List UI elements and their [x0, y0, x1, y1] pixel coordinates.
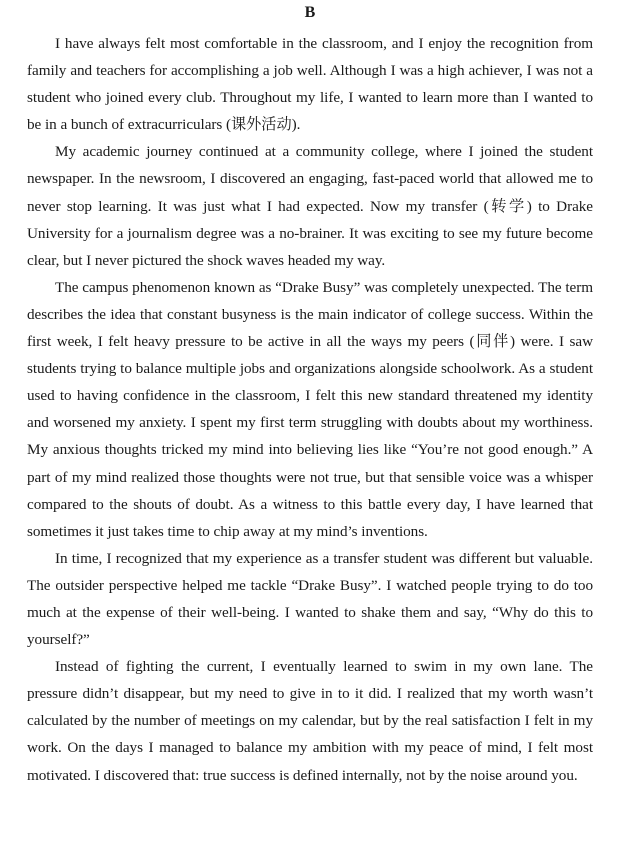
paragraph-5: Instead of fighting the current, I eventually learned to swim in my own lane. The pressure didn’t disappear, but my need to give in to it did. I realized that my worth wasn’t calculated by the number of meetings on my calendar, but by the real satisfaction I felt in my work. On the days I managed to balance my ambition with my peace of mind, I felt most motivated. I discovered that: true success is defined internally, not by the noise around you.: [27, 658, 593, 784]
paragraph-3: The campus phenomenon known as “Drake Busy” was completely unexpected. The term describes the idea that constant busyness is the main indicator of college success. Within the first week, I felt heavy pressure to be active in all the ways my peers (同伴) were. I saw students trying to balance multiple jobs and organizations alongside schoolwork. As a student used to having confidence in the classroom, I felt this new standard threatened my identity and worsened my anxiety. I spent my first term struggling with doubts about my worthiness. My anxious thoughts tricked my mind into believing lies like “You’re not good enough.” A part of my mind realized those thoughts were not true, but that sensible voice was a whisper compared to the shouts of doubt. As a witness to this battle every day, I have learned that sometimes it just takes time to chip away at my mind’s inventions.: [27, 278, 593, 540]
paragraph-1: I have always felt most comfortable in the classroom, and I enjoy the recognition from family and teachers for accomplishing a job well. Although I was a high achiever, I was not a student who joined every club. Throughout my life, I wanted to learn more than I wanted to be in a bunch of extracurriculars (课外活动).: [27, 35, 593, 134]
paragraph-4: In time, I recognized that my experience as a transfer student was different but valuable. The outsider perspective helped me tackle “Drake Busy”. I watched people trying to do too much at the expense of their well-being. I wanted to shake them and say, “Why do this to yourself?”: [27, 549, 593, 649]
section-heading: B: [304, 4, 316, 21]
paragraph-2: My academic journey continued at a community college, where I joined the student newspaper. In the newsroom, I discovered an engaging, fast-paced world that allowed me to never stop learning. It was just what I had expected. Now my transfer (转学) to Drake University for a journalism degree was a no-brainer. It was exciting to see my future become clear, but I never pictured the shock waves headed my way.: [27, 143, 593, 269]
